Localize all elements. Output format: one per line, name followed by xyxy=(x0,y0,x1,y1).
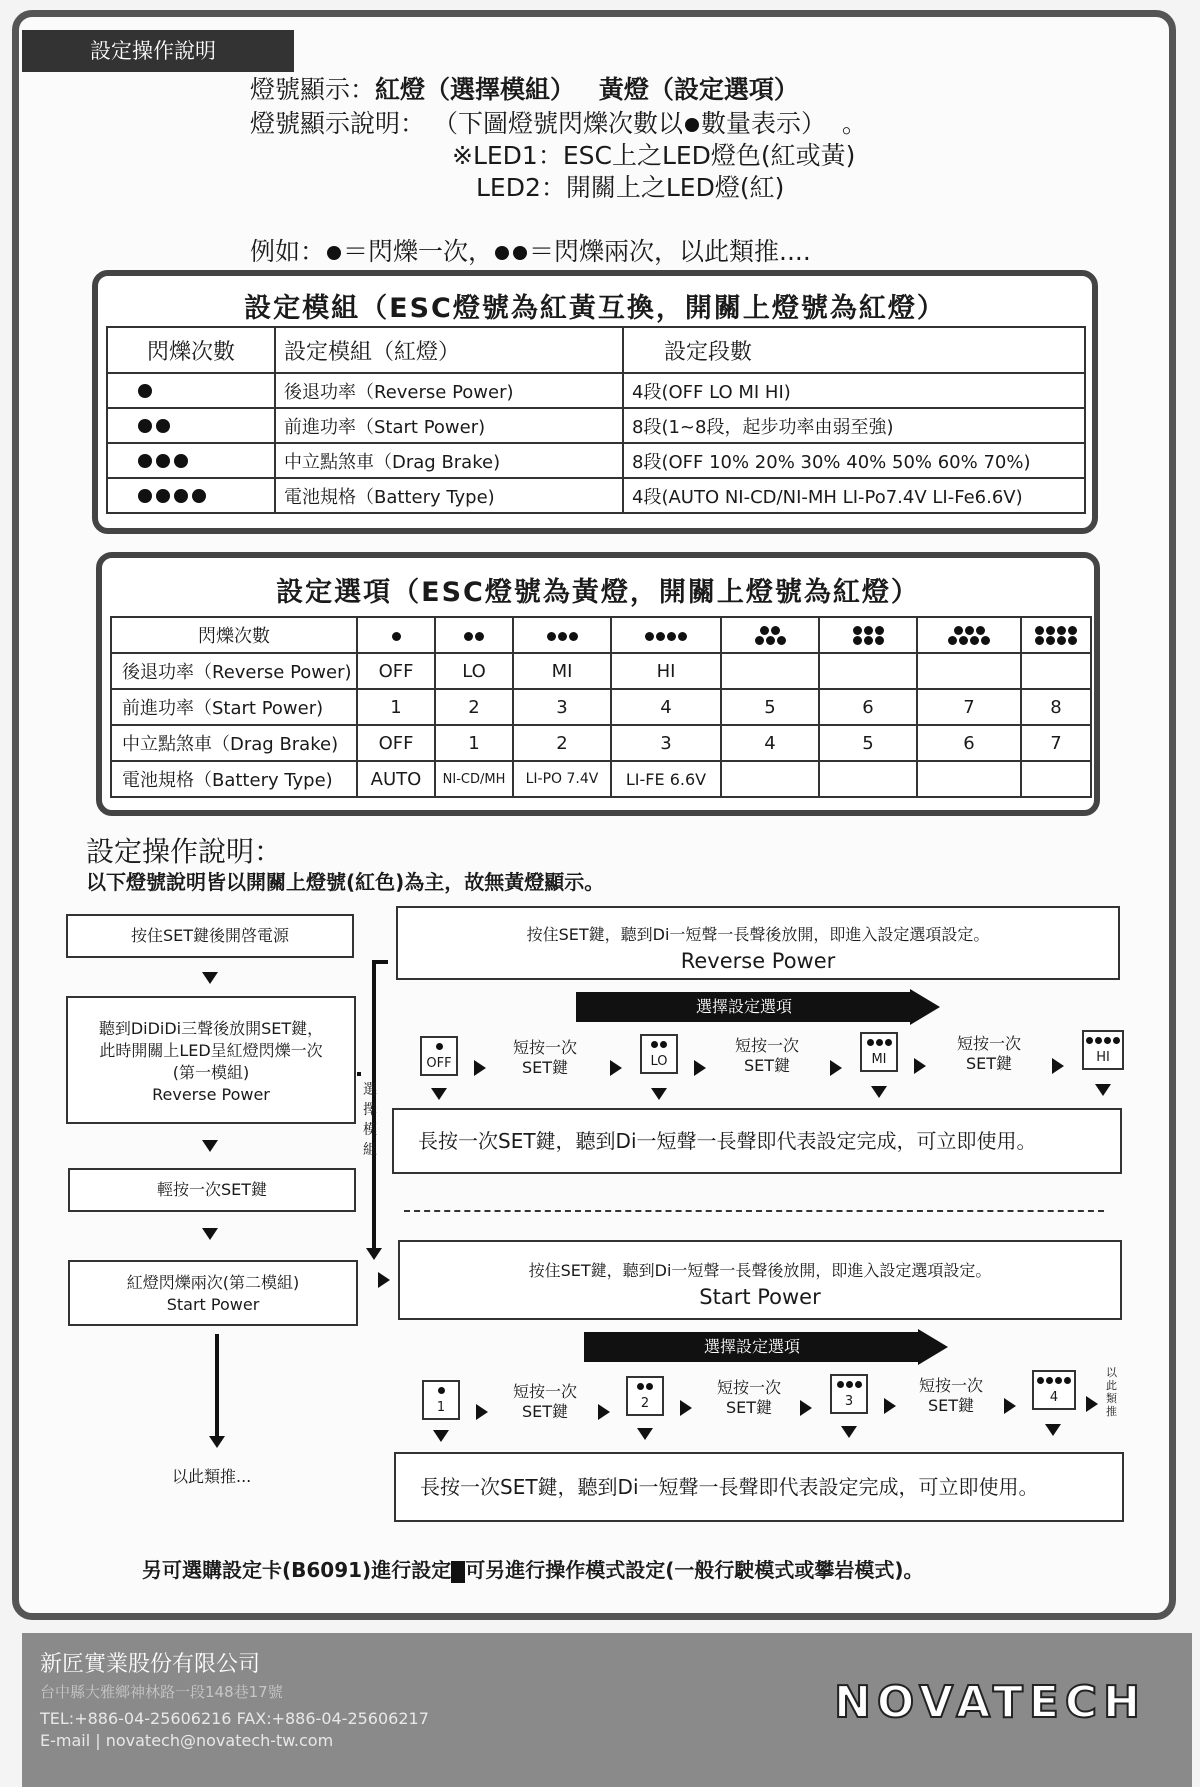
option-cell xyxy=(819,653,917,689)
option-cell: 1 xyxy=(357,689,435,725)
option-cell xyxy=(819,761,917,797)
intro-line1 xyxy=(250,70,799,106)
led-label: HI xyxy=(1096,1050,1110,1065)
dot-icon xyxy=(138,419,152,433)
table-row xyxy=(111,725,1091,761)
option-cell: 8 xyxy=(1021,689,1091,725)
connector-tick xyxy=(357,1072,361,1076)
module1-name: Reverse Power xyxy=(680,949,836,973)
led-2 xyxy=(626,1376,664,1416)
led-off xyxy=(420,1036,458,1076)
arrow-down-icon xyxy=(1045,1424,1061,1436)
led-label: 3 xyxy=(844,1394,854,1409)
flow-step-power-on: 按住SET鍵後開啓電源 xyxy=(66,914,354,958)
dot-count-4 xyxy=(611,617,721,653)
intro-line2-a: （下圖燈號閃爍次數以 xyxy=(432,109,683,138)
dot-icon xyxy=(685,118,699,132)
option-table-caption: 設定選項（ESC燈號為黃燈，開關上燈號為紅燈） xyxy=(276,577,920,608)
table-row xyxy=(111,761,1091,797)
arrow-right-icon xyxy=(1052,1058,1064,1074)
arrow-right-icon xyxy=(800,1400,812,1416)
bottom-note-a: 另可選購設定卡(B6091)進行設定 xyxy=(142,1558,452,1582)
bottom-note xyxy=(142,1554,923,1583)
header-flash-count: 閃爍次數 xyxy=(107,327,275,373)
arrow-right-icon xyxy=(914,1058,926,1074)
step-line2: SET鍵 xyxy=(521,1402,569,1421)
option-cell xyxy=(1021,761,1091,797)
dot-count-5 xyxy=(721,617,819,653)
module-name: 電池規格（Battery Type) xyxy=(275,478,623,513)
arrow-right-icon xyxy=(830,1060,842,1076)
novatech-logo: NOVATECH xyxy=(834,1677,1146,1728)
flash-dots xyxy=(107,408,275,443)
step-line1: 短按一次 xyxy=(918,1376,983,1395)
dot-icon xyxy=(495,246,509,260)
example-one: ＝閃爍一次， xyxy=(343,237,494,266)
arrow-right-icon xyxy=(910,989,940,1025)
option-cell: 2 xyxy=(513,725,611,761)
select-option-banner-2: 選擇設定選項 xyxy=(584,1332,920,1362)
connector-top xyxy=(372,960,388,964)
enter-setting-text: 按住SET鍵，聽到Di一短聲一長聲後放開，即進入設定選項設定。 xyxy=(528,1261,992,1280)
step-short-press xyxy=(500,1382,590,1422)
step-short-press xyxy=(722,1036,812,1076)
intro-line2-c: 。 xyxy=(841,109,867,138)
option-table-box xyxy=(96,552,1100,816)
step-line2: SET鍵 xyxy=(927,1396,975,1415)
option-label: 中立點煞車（Drag Brake) xyxy=(111,725,357,761)
table-header-row xyxy=(111,617,1091,653)
arrow-down-icon xyxy=(651,1088,667,1100)
done-box-1: 長按一次SET鍵，聽到Di一短聲一長聲即代表設定完成，可立即使用。 xyxy=(392,1108,1122,1174)
redaction-mark xyxy=(451,1561,465,1583)
option-cell: 6 xyxy=(819,689,917,725)
option-cell: HI xyxy=(611,653,721,689)
module1-line1: 聽到DiDiDi三聲後放開SET鍵， xyxy=(98,1019,324,1038)
option-cell: MI xyxy=(513,653,611,689)
arrow-down-icon xyxy=(1095,1084,1111,1096)
table-row xyxy=(107,443,1085,478)
option-cell xyxy=(917,761,1021,797)
option-cell xyxy=(917,653,1021,689)
company-name: 新匠實業股份有限公司 xyxy=(40,1652,261,1677)
dot-count-8 xyxy=(1021,617,1091,653)
module-steps: 8段(OFF 10% 20% 30% 40% 50% 60% 70%) xyxy=(623,443,1085,478)
done-box-2: 長按一次SET鍵，聽到Di一短聲一長聲即代表設定完成，可立即使用。 xyxy=(394,1452,1124,1522)
table-row xyxy=(107,408,1085,443)
module-table xyxy=(106,326,1086,514)
select-option-banner-1: 選擇設定選項 xyxy=(576,992,912,1022)
dot-icon xyxy=(174,489,188,503)
step-line1: 短按一次 xyxy=(716,1378,781,1397)
intro-line3: ※LED1：ESC上之LED燈色(紅或黃) xyxy=(452,141,856,170)
arrow-down-icon xyxy=(202,972,218,984)
arrow-right-icon xyxy=(1086,1396,1098,1412)
module-steps: 8段(1~8段，起步功率由弱至強) xyxy=(623,408,1085,443)
module-steps: 4段(AUTO NI-CD/NI-MH LI-Po7.4V LI-Fe6.6V) xyxy=(623,478,1085,513)
step-line2: SET鍵 xyxy=(725,1398,773,1417)
arrow-down-icon xyxy=(202,1228,218,1240)
step-short-press xyxy=(944,1034,1034,1074)
flow-etc: 以此類推... xyxy=(172,1467,252,1486)
table-row xyxy=(111,653,1091,689)
option-cell: 1 xyxy=(435,725,513,761)
led-4 xyxy=(1032,1370,1076,1410)
arrow-right-icon xyxy=(680,1400,692,1416)
arrow-right-icon xyxy=(598,1404,610,1420)
dot-icon xyxy=(192,489,206,503)
option-cell xyxy=(721,761,819,797)
dot-count-7 xyxy=(917,617,1021,653)
page-title: 設定操作說明 xyxy=(22,30,294,72)
arrow-right-icon xyxy=(694,1060,706,1076)
step-line1: 短按一次 xyxy=(512,1382,577,1401)
option-cell: 5 xyxy=(819,725,917,761)
led-3 xyxy=(830,1374,868,1414)
header-module: 設定模組（紅燈） xyxy=(275,327,623,373)
flash-dots xyxy=(107,443,275,478)
dot-count-6 xyxy=(819,617,917,653)
dot-count-2 xyxy=(435,617,513,653)
table-row xyxy=(107,478,1085,513)
step-line2: SET鍵 xyxy=(743,1056,791,1075)
enter-setting-box-2 xyxy=(398,1240,1122,1320)
module2-line1: 紅燈閃爍兩次(第二模組) xyxy=(126,1273,300,1292)
step-line2: SET鍵 xyxy=(521,1058,569,1077)
arrow-down-icon xyxy=(202,1140,218,1152)
led-1 xyxy=(422,1380,460,1420)
step-short-press xyxy=(906,1376,996,1416)
company-phone: TEL:+886-04-25606216 FAX:+886-04-25606217 xyxy=(40,1709,429,1728)
intro-line2-prefix: 燈號顯示說明： xyxy=(250,109,426,138)
option-cell: LI-FE 6.6V xyxy=(611,761,721,797)
dot-icon xyxy=(174,454,188,468)
led-lo xyxy=(640,1034,678,1074)
flash-dots xyxy=(107,373,275,408)
flow-step-module1 xyxy=(66,996,356,1124)
header-flash-count: 閃爍次數 xyxy=(111,617,357,653)
company-email: E-mail | novatech@novatech-tw.com xyxy=(40,1731,334,1750)
table-header-row xyxy=(107,327,1085,373)
module1-line3: (第一模組) xyxy=(172,1063,250,1082)
dot-icon xyxy=(156,419,170,433)
arrow-down-icon xyxy=(431,1088,447,1100)
option-cell: LI-PO 7.4V xyxy=(513,761,611,797)
example-prefix: 例如： xyxy=(250,237,326,266)
arrow-right-icon xyxy=(474,1060,486,1076)
dot-icon xyxy=(156,454,170,468)
module-table-box xyxy=(92,270,1098,534)
ops-heading: 設定操作說明： xyxy=(86,835,283,868)
led-label: 4 xyxy=(1049,1390,1059,1405)
table-row xyxy=(107,373,1085,408)
led-mi xyxy=(860,1032,898,1072)
option-cell: LO xyxy=(435,653,513,689)
bottom-note-b: 可另進行操作模式設定(一般行駛模式或攀岩模式)。 xyxy=(465,1558,924,1582)
arrow-right-icon xyxy=(884,1398,896,1414)
arrow-right-icon xyxy=(1004,1398,1016,1414)
option-label: 前進功率（Start Power) xyxy=(111,689,357,725)
led-hi xyxy=(1082,1030,1124,1070)
option-cell: NI-CD/MH xyxy=(435,761,513,797)
step-line2: SET鍵 xyxy=(965,1054,1013,1073)
step-short-press xyxy=(500,1038,590,1078)
option-cell: OFF xyxy=(357,725,435,761)
dot-icon xyxy=(138,384,152,398)
option-cell: OFF xyxy=(357,653,435,689)
enter-setting-box-1 xyxy=(396,906,1120,980)
module-name: 中立點煞車（Drag Brake) xyxy=(275,443,623,478)
arrow-right-icon xyxy=(378,1272,390,1288)
analogy-label: 以此類推 xyxy=(1106,1366,1117,1418)
dot-icon xyxy=(138,489,152,503)
module-table-caption: 設定模組（ESC燈號為紅黃互換，開關上燈號為紅燈） xyxy=(244,293,946,324)
module1-line2: 此時開關上LED呈紅燈閃爍一次 xyxy=(99,1041,323,1060)
led-label: LO xyxy=(650,1054,668,1069)
intro-example xyxy=(250,232,811,268)
led-label: MI xyxy=(871,1052,887,1067)
option-cell: 4 xyxy=(611,689,721,725)
header-steps: 設定段數 xyxy=(623,327,1085,373)
option-table xyxy=(110,616,1092,798)
dot-icon xyxy=(327,246,341,260)
ops-subheading: 以下燈號說明皆以開關上燈號(紅色)為主，故無黃燈顯示。 xyxy=(86,870,605,894)
option-label: 後退功率（Reverse Power) xyxy=(111,653,357,689)
module2-line2: Start Power xyxy=(166,1295,260,1314)
dot-count-1 xyxy=(357,617,435,653)
step-line1: 短按一次 xyxy=(734,1036,799,1055)
flow-step-module2 xyxy=(68,1260,358,1326)
dot-count-3 xyxy=(513,617,611,653)
dot-icon xyxy=(156,489,170,503)
vertical-label: 選擇模組 xyxy=(363,1082,377,1158)
option-cell: 4 xyxy=(721,725,819,761)
example-two: ＝閃爍兩次，以此類推.... xyxy=(529,237,811,266)
step-line1: 短按一次 xyxy=(512,1038,577,1057)
flash-dots xyxy=(107,478,275,513)
led-label: 2 xyxy=(640,1396,650,1411)
option-cell: 3 xyxy=(611,725,721,761)
arrow-right-icon xyxy=(476,1404,488,1420)
arrow-right-icon xyxy=(918,1329,948,1365)
module-name: 前進功率（Start Power) xyxy=(275,408,623,443)
led-label: 1 xyxy=(436,1400,446,1415)
arrow-right-icon xyxy=(610,1060,622,1076)
option-cell: 6 xyxy=(917,725,1021,761)
option-cell xyxy=(1021,653,1091,689)
option-label: 電池規格（Battery Type) xyxy=(111,761,357,797)
table-row xyxy=(111,689,1091,725)
module-steps: 4段(OFF LO MI HI) xyxy=(623,373,1085,408)
step-line1: 短按一次 xyxy=(956,1034,1021,1053)
arrow-down-icon xyxy=(841,1426,857,1438)
arrow-down-icon xyxy=(433,1430,449,1442)
module2-name: Start Power xyxy=(699,1285,821,1309)
intro-line2-b: 數量表示） xyxy=(700,109,826,138)
dot-icon xyxy=(138,454,152,468)
intro-prefix: 燈號顯示： xyxy=(250,75,376,104)
option-cell: AUTO xyxy=(357,761,435,797)
intro-line2 xyxy=(250,104,867,140)
arrow-down-icon xyxy=(871,1086,887,1098)
red-light-label: 紅燈（選擇模組） xyxy=(375,75,576,104)
module-name: 後退功率（Reverse Power) xyxy=(275,373,623,408)
arrow-down-icon xyxy=(209,1436,225,1448)
dot-icon xyxy=(513,246,527,260)
flow-step-press-set: 輕按一次SET鍵 xyxy=(68,1168,356,1212)
company-address: 台中縣大雅鄉神林路一段148巷17號 xyxy=(40,1683,283,1701)
yellow-light-label: 黃燈（設定選項） xyxy=(598,75,799,104)
module1-line4: Reverse Power xyxy=(152,1085,270,1104)
intro-line4: LED2：開關上之LED燈(紅) xyxy=(476,173,785,202)
option-cell: 2 xyxy=(435,689,513,725)
footer xyxy=(22,1633,1192,1787)
led-label: OFF xyxy=(426,1056,452,1071)
option-cell: 7 xyxy=(917,689,1021,725)
option-cell: 3 xyxy=(513,689,611,725)
option-cell: 5 xyxy=(721,689,819,725)
option-cell xyxy=(721,653,819,689)
section-divider xyxy=(404,1210,1104,1212)
arrow-down-icon xyxy=(637,1428,653,1440)
option-cell: 7 xyxy=(1021,725,1091,761)
enter-setting-text: 按住SET鍵，聽到Di一短聲一長聲後放開，即進入設定選項設定。 xyxy=(526,925,990,944)
arrow-down-icon xyxy=(366,1248,382,1260)
flow-line xyxy=(215,1334,219,1438)
step-short-press xyxy=(704,1378,794,1418)
